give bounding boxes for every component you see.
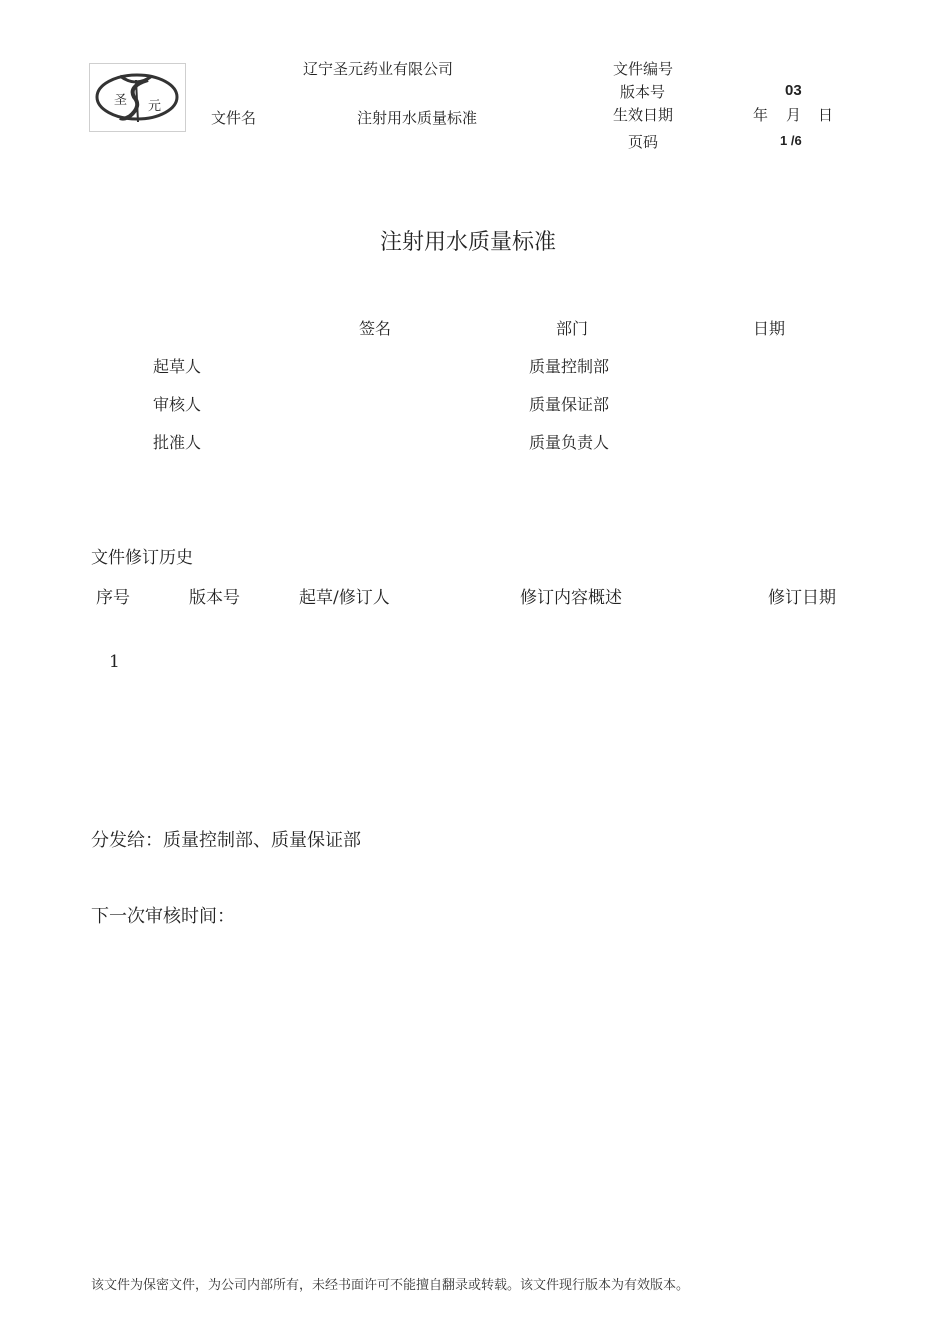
effective-date-label: 生效日期 bbox=[613, 106, 674, 124]
logo-char-1: 圣 bbox=[114, 93, 128, 108]
version-label: 版本号 bbox=[620, 83, 666, 101]
revision-col-author: 起草/修订人 bbox=[299, 588, 390, 608]
page-label: 页码 bbox=[628, 133, 659, 151]
drafter-department: 质量控制部 bbox=[529, 357, 610, 376]
company-logo-icon bbox=[90, 64, 185, 131]
confidentiality-footer: 该文件为保密文件，为公司内部所有，未经书面许可不能擅自翻录或转载。该文件现行版本为有效版本。 bbox=[91, 1278, 690, 1293]
effective-date-month: 月 bbox=[786, 106, 802, 124]
next-review-text: 下一次审核时间： bbox=[91, 906, 235, 927]
revision-col-date: 修订日期 bbox=[768, 588, 836, 608]
revision-history-title: 文件修订历史 bbox=[91, 548, 193, 568]
revision-col-version: 版本号 bbox=[189, 588, 240, 608]
effective-date-day: 日 bbox=[818, 106, 834, 124]
file-name-value: 注射用水质量标准 bbox=[357, 109, 478, 127]
logo-char-2: 元 bbox=[148, 99, 162, 114]
approver-department: 质量负责人 bbox=[529, 433, 610, 452]
page-value: 1 /6 bbox=[780, 133, 802, 148]
reviewer-role: 审核人 bbox=[153, 395, 202, 414]
revision-col-summary: 修订内容概述 bbox=[520, 588, 622, 608]
doc-no-label: 文件编号 bbox=[613, 60, 674, 78]
document-title: 注射用水质量标准 bbox=[380, 230, 557, 255]
drafter-role: 起草人 bbox=[153, 357, 202, 376]
version-value: 03 bbox=[785, 82, 802, 99]
distribution-text: 分发给：质量控制部、质量保证部 bbox=[91, 830, 361, 851]
revision-col-no: 序号 bbox=[96, 588, 130, 608]
company-name: 辽宁圣元药业有限公司 bbox=[303, 60, 454, 78]
reviewer-department: 质量保证部 bbox=[529, 395, 610, 414]
file-name-label: 文件名 bbox=[211, 109, 257, 127]
revision-row-no: 1 bbox=[109, 652, 120, 672]
department-header: 部门 bbox=[556, 319, 589, 338]
effective-date-year: 年 bbox=[753, 106, 769, 124]
signature-header: 签名 bbox=[359, 319, 392, 338]
company-logo bbox=[89, 63, 186, 132]
date-header: 日期 bbox=[753, 319, 786, 338]
approver-role: 批准人 bbox=[153, 433, 202, 452]
